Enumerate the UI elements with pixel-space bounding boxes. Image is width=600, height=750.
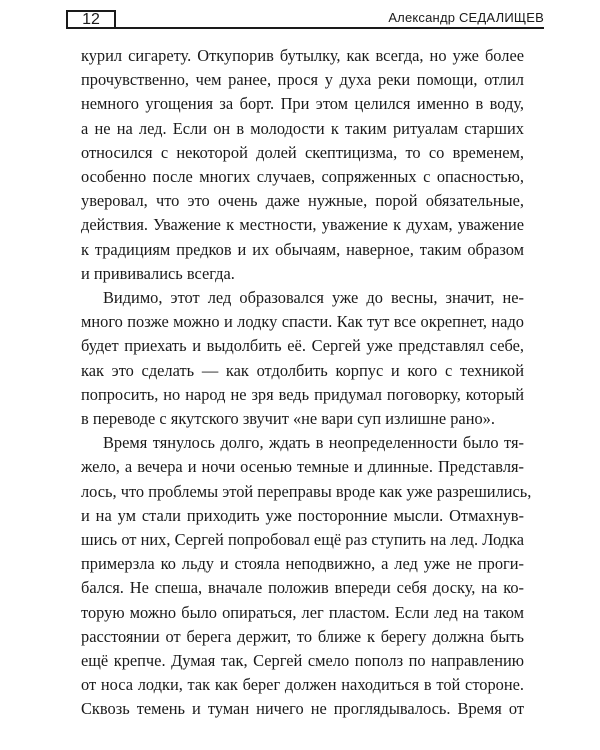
text-line: Время тянулось долго, ждать в неопределенности было тя- bbox=[103, 433, 524, 453]
text-line: торую можно было опираться, лег пластом. Если лед на таком bbox=[81, 602, 524, 622]
text-line: попросить, но народ не зря ведь придумал поговорку, который bbox=[81, 384, 524, 404]
text-line: Видимо, этот лед образовался уже до весны, значит, не- bbox=[103, 288, 524, 308]
text-line: от носа лодки, так как берег должен находиться в той стороне. bbox=[81, 675, 524, 695]
text-line: будет приехать и выдолбить её. Сергей уже представлял себе, bbox=[81, 336, 524, 356]
paragraph bbox=[81, 44, 524, 286]
text-line: в переводе с якутского звучит «не вари суп излишне рано». bbox=[81, 409, 495, 429]
body-text bbox=[81, 44, 532, 722]
text-line: курил сигарету. Откупорив бутылку, как всегда, но уже более bbox=[81, 46, 524, 65]
text-line: ещё крепче. Думая так, Сергей смело пополз по направлению bbox=[81, 651, 524, 671]
text-line: а не на лед. Если он в молодости к таким ритуалам старших bbox=[81, 118, 524, 138]
text-line: немного угощения за борт. При этом целился именно в воду, bbox=[81, 94, 524, 114]
text-line: к традициям предков и их обычаям, наверное, таким образом bbox=[81, 239, 524, 259]
text-line: действия. Уважение к местности, уважение к духам, уважение bbox=[81, 215, 524, 235]
text-line: уверовал, что это очень даже нужные, порой обязательные, bbox=[81, 191, 524, 211]
text-line: относился с некоторой долей скептицизма, то со временем, bbox=[81, 142, 524, 162]
paragraph bbox=[81, 431, 532, 721]
text-line: много позже можно и лодку спасти. Как тут все окрепнет, надо bbox=[81, 312, 524, 332]
text-line: Сквозь темень и туман ничего не проглядывалось. Время от bbox=[81, 699, 524, 719]
text-line: примерзла ко льду и стояла неподвижно, а лед уже не проги- bbox=[81, 554, 524, 574]
text-line: прочувственно, чем ранее, прося у духа реки помощи, отлил bbox=[81, 70, 524, 90]
text-line: и на ум стали приходить уже посторонние мысли. Отмахнув- bbox=[81, 505, 524, 525]
text-line: особенно после многих случаев, сопряженных с опасностью, bbox=[81, 167, 524, 187]
text-line: лось, что проблемы этой переправы вроде как уже разрешились, bbox=[81, 481, 532, 501]
paragraph bbox=[81, 286, 524, 431]
page-header bbox=[66, 10, 544, 32]
running-head-author: Александр СЕДАЛИЩЕВ bbox=[388, 10, 544, 25]
text-line: бался. Не спеша, вначале положив впереди себя доску, на ко- bbox=[81, 578, 524, 598]
text-line: шись от них, Сергей попробовал ещё раз ступить на лед. Лодка bbox=[81, 530, 524, 550]
text-line: жело, а вечера и ночи осенью темные и длинные. Представля- bbox=[81, 457, 524, 477]
header-rule bbox=[114, 27, 544, 29]
text-line: расстоянии от берега держит, то ближе к берегу должна быть bbox=[81, 626, 524, 646]
text-line: и прививались всегда. bbox=[81, 263, 235, 283]
page-number: 12 bbox=[66, 10, 116, 29]
text-line: как это сделать — как отдолбить корпус и кого с техникой bbox=[81, 360, 524, 380]
